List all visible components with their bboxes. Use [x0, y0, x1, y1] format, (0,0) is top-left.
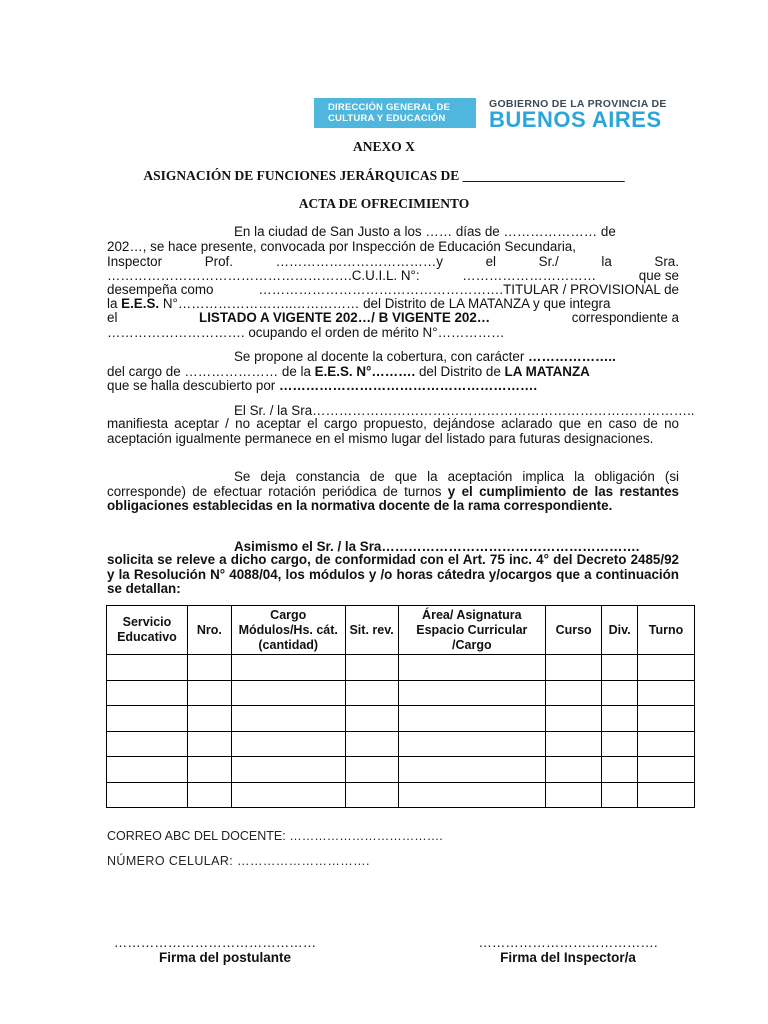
table-cell[interactable] — [638, 782, 695, 808]
table-cell[interactable] — [602, 731, 638, 757]
pba-logo — [489, 98, 679, 130]
table-cell[interactable] — [345, 782, 398, 808]
signature-line-left[interactable]: ……………………………………… — [113, 935, 317, 950]
p2-line3 — [107, 378, 679, 393]
table-body — [107, 655, 695, 808]
p1-l4b: ………………………… — [462, 268, 597, 283]
table-cell[interactable] — [602, 655, 638, 681]
p1-l5a: desempeña como — [107, 282, 214, 297]
table-cell[interactable] — [546, 757, 602, 783]
p5-line1: Asimismo el Sr. / la Sra…………………………………………………. — [234, 539, 640, 554]
table-cell[interactable] — [602, 706, 638, 732]
table-header-row — [107, 606, 695, 655]
table-cell[interactable] — [187, 782, 231, 808]
table-row — [107, 757, 695, 783]
table-row — [107, 782, 695, 808]
p1-l3d: el — [485, 254, 497, 269]
table-cell[interactable] — [638, 731, 695, 757]
table-row — [107, 655, 695, 681]
assignment-title: ASIGNACIÓN DE FUNCIONES JERÁRQUICAS DE ________________________ — [143, 168, 625, 183]
table-cell[interactable] — [398, 757, 546, 783]
table-cell[interactable] — [638, 757, 695, 783]
p1-line3 — [107, 254, 679, 269]
paragraph-rotation — [107, 470, 679, 514]
dgce-logo — [314, 98, 476, 128]
table-header-cell: Cargo Módulos/Hs. cát. (cantidad) — [231, 606, 345, 655]
table-cell[interactable] — [602, 782, 638, 808]
table-cell[interactable] — [187, 706, 231, 732]
table-cell[interactable] — [602, 680, 638, 706]
p2-l3b: …………………………………………………. — [278, 378, 538, 393]
table-cell[interactable] — [602, 757, 638, 783]
positions-table — [106, 605, 695, 808]
table-cell[interactable] — [638, 706, 695, 732]
table-cell[interactable] — [107, 757, 188, 783]
act-title: ACTA DE OFRECIMIENTO — [298, 196, 470, 211]
table-cell[interactable] — [638, 680, 695, 706]
p2-line2 — [107, 364, 679, 379]
table-cell[interactable] — [546, 782, 602, 808]
table-cell[interactable] — [187, 655, 231, 681]
table-cell[interactable] — [231, 706, 345, 732]
table-header-cell: Sit. rev. — [345, 606, 398, 655]
p1-l3b: Prof. — [204, 254, 233, 269]
p1-line2: 202…, se hace presente, convocada por Inspección de Educación Secundaria, — [107, 239, 576, 254]
p3-line1: El Sr. / la Sra………………………………………………………………………….. — [234, 403, 695, 418]
table-cell[interactable] — [398, 680, 546, 706]
table-cell[interactable] — [231, 757, 345, 783]
table-cell[interactable] — [546, 655, 602, 681]
table-cell[interactable] — [398, 731, 546, 757]
table-cell[interactable] — [398, 655, 546, 681]
table-header-cell: Curso — [546, 606, 602, 655]
table-cell[interactable] — [398, 706, 546, 732]
p1-l3f: la — [601, 254, 612, 269]
logo-right-line2: BUENOS AIRES — [489, 107, 662, 132]
table-header-cell: Nro. — [187, 606, 231, 655]
email-input[interactable]: ………………………………. — [285, 829, 443, 843]
table-cell[interactable] — [107, 782, 188, 808]
email-label: CORREO ABC DEL DOCENTE: — [107, 829, 286, 843]
p2-l1b: ……………….. — [528, 349, 616, 364]
table-header-cell: Div. — [602, 606, 638, 655]
p2-line1 — [234, 349, 679, 364]
email-line — [107, 829, 443, 843]
p1-line4 — [107, 268, 679, 283]
p1-l7c: correspondiente a — [571, 310, 679, 325]
table-cell[interactable] — [107, 655, 188, 681]
phone-label: NÚMERO CELULAR: — [107, 854, 234, 868]
p1-line6 — [107, 296, 679, 311]
p1-l4c: que se — [638, 268, 679, 283]
table-cell[interactable] — [345, 680, 398, 706]
p2-l1a: Se propone al docente la cobertura, con carácter — [234, 349, 529, 364]
phone-input[interactable]: …………………………. — [233, 854, 370, 868]
table-cell[interactable] — [187, 680, 231, 706]
table-cell[interactable] — [231, 731, 345, 757]
annex-title: ANEXO X — [353, 139, 415, 154]
table-header-cell: Turno — [638, 606, 695, 655]
p4-a: Se deja constancia de que la aceptación implica la obligación (si corresponde) de efectuar rotación periódica de turnos — [107, 469, 679, 499]
p1-l6a: la — [107, 296, 122, 311]
table-cell[interactable] — [107, 731, 188, 757]
table-cell[interactable] — [231, 655, 345, 681]
table-cell[interactable] — [638, 655, 695, 681]
table-cell[interactable] — [546, 706, 602, 732]
p1-line1: En la ciudad de San Justo a los …… días de ………………… de — [234, 224, 616, 239]
p1-line8: …………………………. ocupando el orden de mérito N°…………… — [107, 325, 505, 340]
p1-line5 — [107, 282, 679, 297]
p4-b: y el cumplimiento de las restantes obligaciones establecidas en la normativa docente de la rama correspondiente. — [107, 483, 679, 514]
table-cell[interactable] — [231, 680, 345, 706]
table-cell[interactable] — [187, 731, 231, 757]
signature-label-right: Firma del Inspector/a — [500, 950, 636, 965]
p1-l6c: N°……………………..…………… del Distrito de LA MATANZA y que integra — [159, 296, 611, 311]
table-cell[interactable] — [546, 680, 602, 706]
p1-l5b: ……………………………………………….TITULAR / PROVISIONAL de — [258, 282, 679, 297]
table-row — [107, 731, 695, 757]
table-cell[interactable] — [107, 706, 188, 732]
table-cell[interactable] — [107, 680, 188, 706]
signature-label-left: Firma del postulante — [158, 950, 292, 965]
p1-l6b: E.E.S. — [121, 296, 160, 311]
p1-l4a: ……………………………………………….C.U.I.L. N°: — [107, 268, 420, 283]
p1-l3a: Inspector — [107, 254, 163, 269]
logo-left-line1: DIRECCIÓN GENERAL DE — [328, 102, 451, 113]
logo-right-line1: GOBIERNO DE LA PROVINCIA DE — [489, 98, 667, 110]
signature-line-right[interactable]: …………………………………. — [478, 935, 658, 950]
p1-l3g: Sra. — [654, 254, 679, 269]
table-cell[interactable] — [345, 706, 398, 732]
p2-l2d: LA MATANZA — [504, 364, 590, 379]
phone-line — [107, 854, 370, 868]
table-cell[interactable] — [345, 731, 398, 757]
table-row — [107, 706, 695, 732]
table-cell[interactable] — [345, 655, 398, 681]
p3-body: manifiesta aceptar / no aceptar el cargo propuesto, dejándose aclarado que en caso de no aceptación igualmente permanece en el mismo lugar del listado para futuras designaciones. — [107, 416, 679, 446]
p2-l2c: del Distrito de — [415, 364, 505, 379]
table-cell[interactable] — [231, 782, 345, 808]
p2-l2a: del cargo de ………………… de la — [107, 364, 315, 379]
p2-l2b: E.E.S. N°………. — [314, 364, 416, 379]
table-cell[interactable] — [398, 782, 546, 808]
table-cell[interactable] — [345, 757, 398, 783]
logo-left-line2: CULTURA Y EDUCACIÓN — [328, 113, 446, 124]
p1-l7a: el — [107, 310, 118, 325]
table-row — [107, 680, 695, 706]
p1-l3c: ………………………………y — [275, 254, 443, 269]
p1-l7b: LISTADO A VIGENTE 202…/ B VIGENTE 202… — [199, 310, 491, 325]
p5-body: solicita se releve a dicho cargo, de conformidad con el Art. 75 inc. 4° del Decreto 2485/92 y la Resolución N° 4088/04, los módulos y /o horas cátedra y/ocargos que a continuación se detallan: — [107, 552, 679, 597]
p1-l3e: Sr./ — [538, 254, 559, 269]
table-header-cell: Servicio Educativo — [107, 606, 188, 655]
p1-line7 — [107, 310, 679, 325]
table-cell[interactable] — [546, 731, 602, 757]
p2-l3a: que se halla descubierto por — [107, 378, 279, 393]
table-header-cell: Área/ Asignatura Espacio Curricular /Cargo — [398, 606, 546, 655]
table-cell[interactable] — [187, 757, 231, 783]
